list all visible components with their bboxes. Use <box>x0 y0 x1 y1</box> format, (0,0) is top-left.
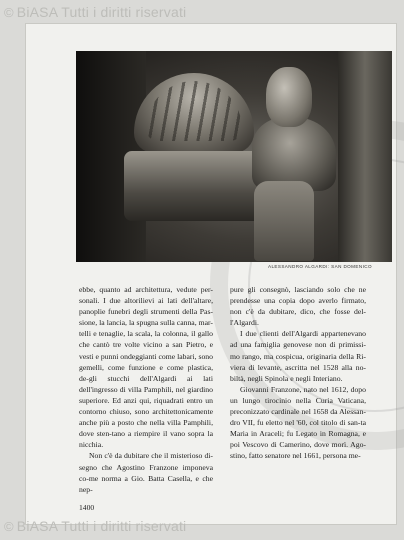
text-column-left <box>79 284 213 495</box>
page-number: 1400 <box>79 503 95 512</box>
pedestal <box>254 181 314 261</box>
watermark-top: © BiASA Tutti i diritti riservati <box>4 4 187 20</box>
paragraph: Non c'è da dubitare che il misterioso di-segno che Agostino Franzone imponeva co-me norma a Gio. Batta Casella, e che nep- <box>79 451 213 494</box>
paragraph: pure gli consegnò, lasciando solo che ne prendesse una copia dopo averlo firmato, non c'è da dubitare, dico, che fosse del-l'Algardi. <box>230 285 366 328</box>
sculpture-photograph <box>76 51 392 262</box>
paragraph: I due clienti dell'Algardi appartenevano ad una famiglia genovese non di primissi-mo rango, ma cospicua, originaria della Ri-viera di levante, ascritta nel 1528 alla no-biltà, negli Spinola e negli Interiano. <box>230 329 366 383</box>
copyright-icon: © <box>4 5 14 20</box>
saint-figure <box>252 117 336 191</box>
copyright-icon: © <box>4 519 14 534</box>
photo-caption: ALESSANDRO ALGARDI: SAN DOMENICO <box>268 264 372 269</box>
paragraph: Giovanni Franzone, nato nel 1612, dopo un lungo tirocinio nella Curia Vaticana, preconizzato cardinale nel 1658 da Alessan-dro VII, fu eletto nel '60, col titolo di san-ta Maria in Araceli; fu Legato in Romagna, e poi Vescovo di Camerino, dove morì. Ago-stino, fatto senatore nel 1661, persona me- <box>230 384 366 461</box>
saint-head <box>266 67 312 127</box>
text-column-right <box>230 284 366 462</box>
paragraph: ebbe, quanto ad architettura, vedute per-sonali. I due altorilievi ai lati dell'altare, panoplie funebri degli strumenti della Pas-sione, la lancia, la spugna sulla canna, mar-telli e tenaglie, la scala, la colonna, il gallo che cantò tre volte vicino a san Pietro, e vesti e punni ondeggianti come labari, sono gemelli, come funzione e come plastica, de-gli stucchi dell'Algardi ai lati dell'ingresso di villa Pamphili, nel giardino superiore. Ed anzi qui, riquadrati entro un contorno chiuso, sono architettonicamente anche più a posto che nella villa Pamphili, dove sten-tano a riempire il vano sopra la nicchia. <box>79 285 213 450</box>
watermark-bottom: © BiASA Tutti i diritti riservati <box>4 518 187 534</box>
